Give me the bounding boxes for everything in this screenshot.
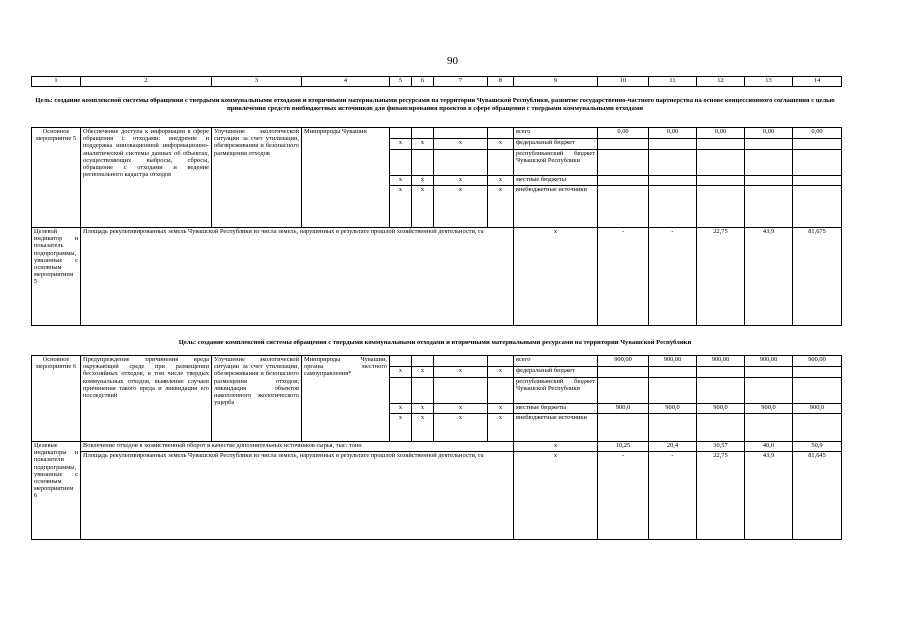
column-number: 8 (488, 77, 514, 87)
code-cell (412, 378, 434, 404)
section2-table (31, 355, 842, 540)
funding-source: республиканский бюджет Чувашской Республики (514, 378, 598, 404)
value-cell: - (649, 452, 697, 540)
indicator-text: Площадь рекультивированных земель Чувашской Республики из числа земель, нарушенных в результате прошлой хозяйственной деятельности, га (81, 228, 514, 326)
indicator-label: Целевые индикаторы и показатели подпрограммы, увязанные с основным мероприятием 6 (32, 442, 81, 540)
code-cell: x (434, 139, 488, 150)
activity-type: Основное мероприятие 6 (32, 356, 81, 442)
value-cell: 50,9 (793, 442, 842, 452)
code-cell: x (390, 139, 412, 150)
value-cell (745, 139, 793, 150)
value-cell (697, 414, 745, 442)
value-cell (649, 150, 697, 176)
code-cell: x (488, 139, 514, 150)
code-cell (434, 150, 488, 176)
code-cell (434, 356, 488, 367)
value-cell: 900,0 (598, 404, 649, 414)
value-cell: 81,675 (793, 228, 842, 326)
code-cell: x (488, 367, 514, 378)
code-cell: x (390, 404, 412, 414)
value-cell (793, 176, 842, 186)
value-cell (793, 378, 842, 404)
value-cell (745, 176, 793, 186)
code-cell: x (390, 186, 412, 228)
code-cell (488, 356, 514, 367)
code-cell: x (488, 404, 514, 414)
code-cell (412, 128, 434, 139)
value-cell (745, 186, 793, 228)
value-cell: 0,00 (697, 128, 745, 139)
code-cell: x (514, 452, 598, 540)
value-cell: 900,00 (598, 356, 649, 367)
value-cell (598, 150, 649, 176)
value-cell: 43,9 (745, 452, 793, 540)
column-number: 10 (598, 77, 649, 87)
table-row (32, 228, 842, 326)
code-cell: x (412, 367, 434, 378)
table-row (32, 442, 842, 452)
value-cell (598, 367, 649, 378)
code-cell: x (412, 176, 434, 186)
code-cell: x (390, 176, 412, 186)
column-number-header (31, 76, 842, 87)
value-cell: 900,00 (649, 356, 697, 367)
value-cell (793, 367, 842, 378)
value-cell (598, 378, 649, 404)
funding-source: внебюджетные источники (514, 414, 598, 442)
code-cell (390, 356, 412, 367)
code-cell (434, 128, 488, 139)
code-cell: x (390, 367, 412, 378)
value-cell: 30,57 (697, 442, 745, 452)
value-cell: 81,645 (793, 452, 842, 540)
column-number: 5 (390, 77, 412, 87)
value-cell (745, 367, 793, 378)
value-cell (649, 139, 697, 150)
value-cell (598, 176, 649, 186)
column-number: 2 (81, 77, 212, 87)
value-cell: 900,0 (793, 404, 842, 414)
value-cell: 0,00 (745, 128, 793, 139)
value-cell: 900,0 (697, 404, 745, 414)
value-cell (649, 414, 697, 442)
value-cell: 22,75 (697, 452, 745, 540)
table-row (32, 452, 842, 540)
value-cell: 10,25 (598, 442, 649, 452)
section-goal: Цель: создание комплексной системы обращения с твердыми коммунальными отходами и вторичными материальными ресурсами на территории Чувашской Республики (178, 339, 692, 346)
column-number: 14 (793, 77, 842, 87)
code-cell: x (412, 186, 434, 228)
section-goal: Цель: создание комплексной системы обращения с твердыми коммунальными отходами и вторичными материальными ресурсами на территории Чувашской Республики, развитие государственно-частного партнерства на основе концессионного соглашения с целью привлечения средств внебюджетных источников для финансирования проектов в сфере обращения с твердыми коммунальными отходами (35, 97, 835, 112)
column-number: 7 (434, 77, 488, 87)
funding-source: всего (514, 356, 598, 367)
value-cell: 40,0 (745, 442, 793, 452)
value-cell: 43,9 (745, 228, 793, 326)
funding-source: федеральный бюджет (514, 367, 598, 378)
value-cell (649, 367, 697, 378)
column-number: 12 (697, 77, 745, 87)
code-cell: x (434, 404, 488, 414)
code-cell (434, 378, 488, 404)
column-number: 3 (212, 77, 302, 87)
code-cell: x (412, 414, 434, 442)
indicator-text: Вовлечение отходов в хозяйственный оборот в качестве дополнительных источников сырья, тыс. тонн (81, 442, 514, 452)
column-number: 11 (649, 77, 697, 87)
value-cell (697, 186, 745, 228)
value-cell: 900,00 (793, 356, 842, 367)
value-cell (598, 186, 649, 228)
value-cell (745, 150, 793, 176)
activity-name: Обеспечение доступа к информации в сфере обращения с отходами: внедрение и поддержка инновационной информационно-аналитической системы данных об объектах, осуществляющих выбросы, сбросы, обращение с отходами и ведение регионального кадастра отходов (81, 128, 212, 228)
value-cell (697, 176, 745, 186)
code-cell: x (488, 176, 514, 186)
activity-result: Улучшение экологической ситуации за счет утилизации, обезвреживания и безопасного размещения отходов; ликвидация объектов накопленного экологического ущерба (212, 356, 302, 442)
code-cell (390, 128, 412, 139)
column-number: 9 (514, 77, 598, 87)
value-cell: 900,0 (649, 404, 697, 414)
value-cell: 900,00 (697, 356, 745, 367)
indicator-label: Целевой индикатор и показатель подпрограммы, увязанные с основным мероприятием 5 (32, 228, 81, 326)
code-cell: x (434, 186, 488, 228)
value-cell (697, 378, 745, 404)
value-cell (697, 150, 745, 176)
code-cell (412, 356, 434, 367)
value-cell (697, 367, 745, 378)
value-cell: - (598, 228, 649, 326)
value-cell (649, 186, 697, 228)
value-cell: 900,00 (745, 356, 793, 367)
value-cell (793, 186, 842, 228)
table-row (32, 356, 842, 367)
value-cell (745, 414, 793, 442)
activity-executor: Минприроды Чувашии (302, 128, 390, 228)
value-cell (793, 414, 842, 442)
code-cell (488, 378, 514, 404)
activity-result: Улучшение экологической ситуации за счет утилизации, обезвреживания и безопасного размещения отходов (212, 128, 302, 228)
value-cell (649, 176, 697, 186)
value-cell: - (649, 228, 697, 326)
value-cell (598, 139, 649, 150)
code-cell: x (412, 139, 434, 150)
value-cell (649, 378, 697, 404)
value-cell (697, 139, 745, 150)
value-cell: 0,00 (598, 128, 649, 139)
code-cell (488, 128, 514, 139)
value-cell (793, 150, 842, 176)
funding-source: местные бюджеты (514, 176, 598, 186)
code-cell: x (434, 176, 488, 186)
value-cell (793, 139, 842, 150)
code-cell (390, 378, 412, 404)
column-number: 6 (412, 77, 434, 87)
code-cell: x (390, 414, 412, 442)
value-cell: 900,0 (745, 404, 793, 414)
code-cell: x (514, 228, 598, 326)
section1-table (31, 127, 842, 326)
value-cell (598, 414, 649, 442)
page-number: 90 (447, 55, 458, 67)
value-cell: - (598, 452, 649, 540)
funding-source: местные бюджеты (514, 404, 598, 414)
code-cell: x (488, 414, 514, 442)
code-cell: x (488, 186, 514, 228)
activity-name: Предупреждение причинения вреда окружающей среде при размещении бесхозяйных отходов, в том числе твердых коммунальных отходов, выявление случаев причинения такого вреда и ликвидация его последствий (81, 356, 212, 442)
column-number: 4 (302, 77, 390, 87)
activity-type: Основное мероприятие 5 (32, 128, 81, 228)
code-cell: x (434, 414, 488, 442)
value-cell (745, 378, 793, 404)
code-cell (390, 150, 412, 176)
value-cell: 22,75 (697, 228, 745, 326)
code-cell: x (412, 404, 434, 414)
indicator-text: Площадь рекультивированных земель Чувашской Республики из числа земель, нарушенных в результате прошлой хозяйственной деятельности, га (81, 452, 514, 540)
value-cell: 0,00 (649, 128, 697, 139)
funding-source: федеральный бюджет (514, 139, 598, 150)
code-cell (412, 150, 434, 176)
code-cell: x (434, 367, 488, 378)
code-cell (488, 150, 514, 176)
table-row (32, 128, 842, 139)
value-cell: 0,00 (793, 128, 842, 139)
funding-source: республиканский бюджет Чувашской Республики (514, 150, 598, 176)
activity-executor: Минприроды Чувашии, органы местного самоуправления* (302, 356, 390, 442)
column-number: 1 (32, 77, 81, 87)
code-cell: x (514, 442, 598, 452)
column-number: 13 (745, 77, 793, 87)
value-cell: 20,4 (649, 442, 697, 452)
funding-source: всего (514, 128, 598, 139)
funding-source: внебюджетные источники (514, 186, 598, 228)
